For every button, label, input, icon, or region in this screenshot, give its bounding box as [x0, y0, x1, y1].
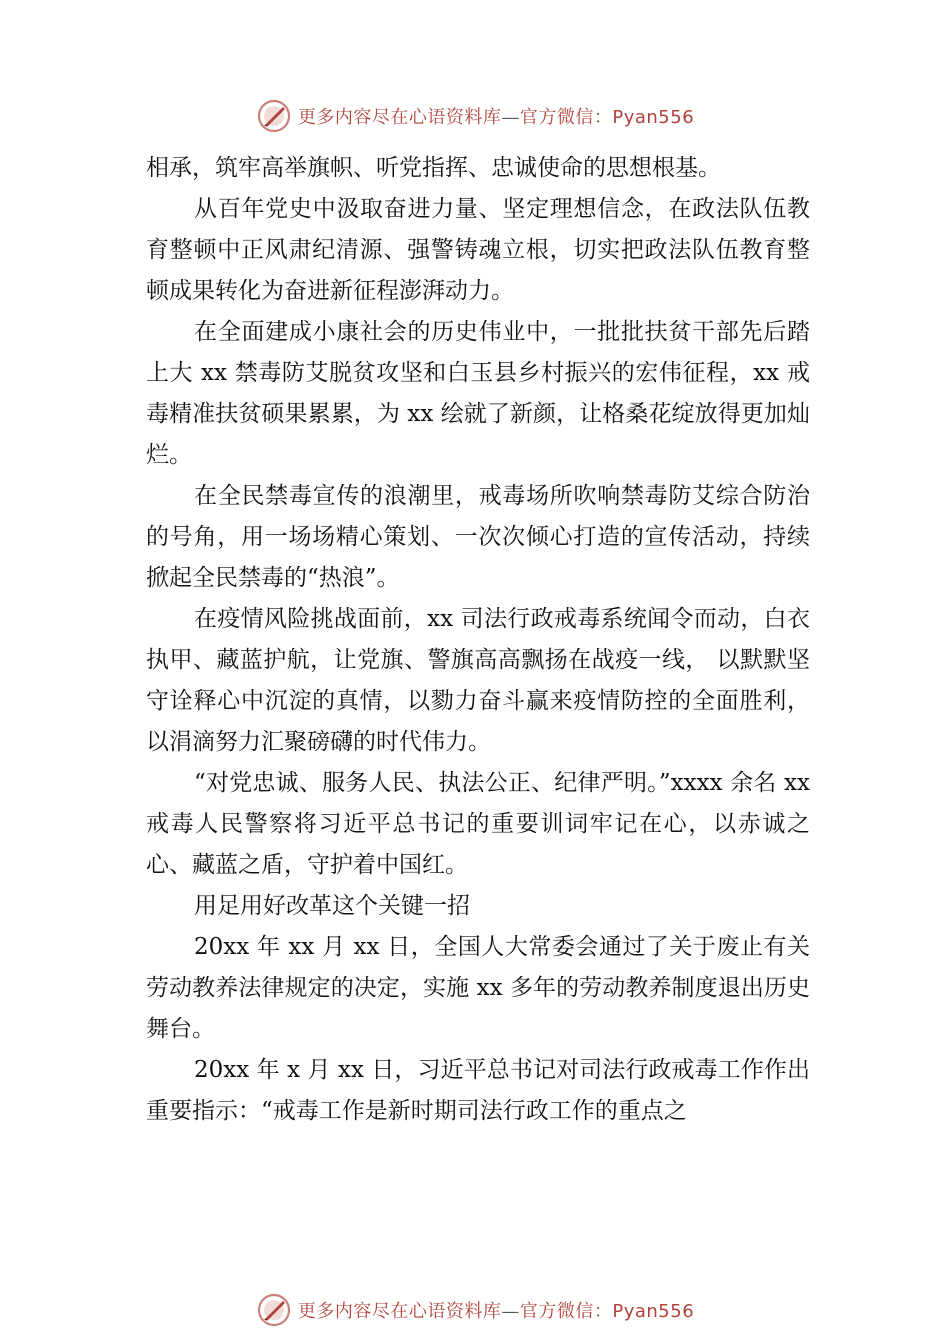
header-separator: —	[501, 107, 520, 128]
pen-in-circle-icon	[256, 1292, 292, 1328]
footer-text	[298, 1297, 694, 1323]
pen-in-circle-icon	[256, 98, 292, 134]
paragraph: 从百年党史中汲取奋进力量、坚定理想信念，在政法队伍教育整顿中正风肃纪清源、强警铸魂立根，切实把政法队伍教育整顿成果转化为奋进新征程澎湃动力。	[146, 196, 810, 304]
document-body	[146, 148, 810, 1132]
paragraph: 20xx 年 x 月 xx 日，习近平总书记对司法行政戒毒工作作出重要指示：“戒毒工作是新时期司法行政工作的重点之	[146, 1057, 810, 1124]
paragraph: 在全民禁毒宣传的浪潮里，戒毒场所吹响禁毒防艾综合防治的号角，用一场场精心策划、一次次倾心打造的宣传活动，持续掀起全民禁毒的“热浪”。	[146, 483, 810, 591]
header-brand: 更多内容尽在心语资料库	[297, 107, 502, 128]
footer-watermark	[0, 1288, 950, 1332]
paragraph: “对党忠诚、服务人民、执法公正、纪律严明。”xxxx 余名 xx 戒毒人民警察将习近平总书记的重要训词牢记在心，以赤诚之心、藏蓝之盾，守护着中国红。	[146, 770, 810, 878]
paragraph: 相承，筑牢高举旗帜、听党指挥、忠诚使命的思想根基。	[146, 155, 721, 181]
paragraph: 在全面建成小康社会的历史伟业中，一批批扶贫干部先后踏上大 xx 禁毒防艾脱贫攻坚和白玉县乡村振兴的宏伟征程，xx 戒毒精准扶贫硕果累累，为 xx 绘就了新颜，让格桑花绽放得更加灿烂。	[146, 319, 810, 468]
footer-wechat-label: 官方微信：	[519, 1301, 613, 1322]
section-heading: 用足用好改革这个关键一招	[194, 893, 470, 919]
header-watermark	[0, 94, 950, 138]
header-text	[298, 103, 694, 129]
header-wechat-label: 官方微信：	[519, 107, 613, 128]
header-wechat-id: Pyan556	[612, 107, 695, 128]
paragraph: 在疫情风险挑战面前，xx 司法行政戒毒系统闻令而动，白衣执甲、藏蓝护航，让党旗、警旗高高飘扬在战疫一线， 以默默坚守诠释心中沉淀的真情，以勠力奋斗赢来疫情防控的全面胜利，以涓滴努力汇聚磅礴的时代伟力。	[146, 606, 810, 755]
paragraph: 20xx 年 xx 月 xx 日，全国人大常委会通过了关于废止有关劳动教养法律规定的决定，实施 xx 多年的劳动教养制度退出历史舞台。	[146, 934, 810, 1042]
footer-brand: 更多内容尽在心语资料库	[297, 1301, 502, 1322]
footer-separator: —	[501, 1301, 520, 1322]
footer-wechat-id: Pyan556	[612, 1301, 695, 1322]
